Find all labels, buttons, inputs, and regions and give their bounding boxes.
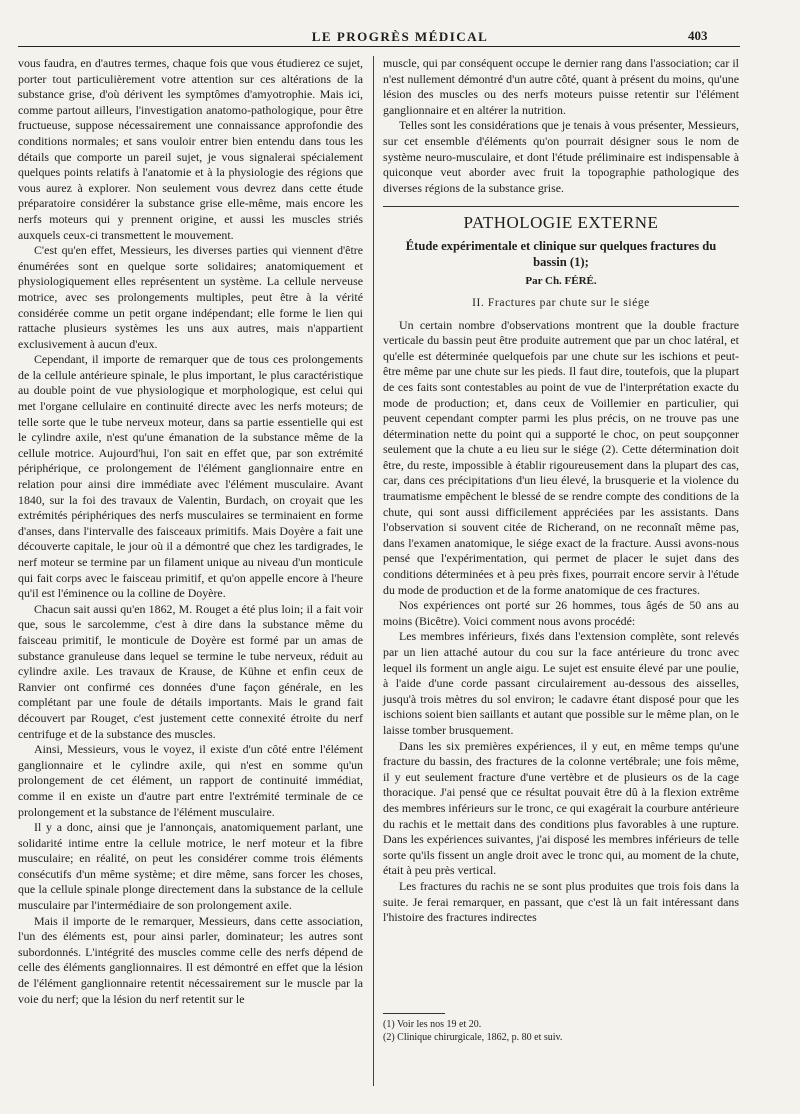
section-rule	[383, 206, 739, 207]
byline: Par Ch. FÉRÉ.	[525, 275, 597, 288]
page-header	[0, 25, 800, 49]
right-continuation: muscle, qui par conséquent occupe le dernier rang dans l'association; car il n'est nullement démontré d'un autre côté, quant à présent du moins, qu'une lésion des muscles ou des nerfs moteurs puisse retentir sur l'élément ganglionnaire et en altérer la nutrition.	[383, 56, 739, 117]
section-title: PATHOLOGIE EXTERNE	[463, 213, 659, 233]
left-paragraph: C'est qu'en effet, Messieurs, les diverses parties qui viennent d'être énumérées sont en quelque sorte solidaires; anatomiquement et physiologiquement elles représentent un système. La cellule nerveuse motrice, avec ses prolongements multiples, peut être à la vérité considérée comme un petit organe indépendant; elle forme le lien qui rattache plusieurs systèmes les uns aux autres, mais n'appartient exclusivement à aucun d'eux.	[18, 243, 363, 351]
article-subhead: II. Fractures par chute sur le siége	[472, 296, 650, 309]
journal-title: LE PROGRÈS MÉDICAL	[311, 29, 489, 44]
left-column	[18, 56, 363, 1096]
left-paragraph: Ainsi, Messieurs, vous le voyez, il existe d'un côté entre l'élément ganglionnaire et le cylindre axile, qui n'est en somme qu'un prolongement de cet élément, un rapport de continuité immédiat, comme il en existe un d'autre part entre l'extrémité terminale de ce prolongement et la substance de l'élément musculaire.	[18, 742, 363, 819]
right-column	[383, 56, 739, 1101]
left-paragraph: Chacun sait aussi qu'en 1862, M. Rouget a été plus loin; il a fait voir que, sous le sarcolemme, c'est à dire dans la substance même du faisceau primitif, le monticule de Doyère est formé par un amas de substance granuleuse dans lequel se termine le tube nerveux, réduit au cylindre axile. Les travaux de Krause, de Kühne et enfin ceux de Ranvier ont confirmé ces données d'une façon générale, en les complétant par une foule de détails importants. Mais le grand fait découvert par Rouget, c'est justement cette connexité étroite du nerf centrifuge et de la substance des muscles.	[18, 601, 363, 741]
article-title: Étude expérimentale et clinique sur quelques fractures du bassin (1);	[405, 239, 717, 269]
right-paragraph: Nos expériences ont porté sur 26 hommes, tous âgés de 50 ans au moins (Bicêtre). Voici comment nous avons procédé:	[383, 598, 739, 628]
right-paragraph: Les fractures du rachis ne se sont plus produites que trois fois dans la suite. Je ferai remarquer, en passant, que c'est là un fait intéressant dans l'histoire des fractures indirectes	[383, 878, 739, 925]
footnote: (2) Clinique chirurgicale, 1862, p. 80 et suiv.	[383, 1032, 563, 1043]
footnotes	[383, 1013, 739, 1044]
right-paragraph: Un certain nombre d'observations montrent que la double fracture verticale du bassin peut être produite autrement que par un choc latéral, et qu'elle est déterminée quelquefois par une chute sur les ischions et peut-être même par une chute sur les pieds. Il faut dire, toutefois, que la plupart de ces faits sont contestables au point de vue de l'interprétation exacte du mode de production; et, dans ceux de Voillemier en particulier, qui peuvent cependant compter parmi les plus précis, on ne trouve pas une détermination nette du point qui a supporté le choc, on peut soupçonner seulement que la chute a eu lieu sur le siége (2). Cette détermination doit être, du reste, impossible à établir rigoureusement dans la plupart des cas, car, dans ces précipitations d'un lieu élevé, la brusquerie et la violence du traumatisme empêchent le blessé de se rendre compte des conditions de la chute, qui sont aussi difficilement appréciées par les assistants. Dans l'observation si souvent citée de Richerand, on ne reconnaît même pas, dans l'examen anatomique, le siége exact de la fracture. Aussi avons-nous pensé que l'expérimentation, qui permet de placer le sujet dans des conditions déterminées et à peu près fixes, pourrait encore servir à l'étude du mode de production et de la forme anatomique de ces fractures.	[383, 317, 739, 597]
left-paragraph: Cependant, il importe de remarquer que de tous ces prolongements de la cellule antérieure spinale, le plus important, le plus caractéristique au double point de vue physiologique et morphologique, est celui qui met l'organe cellulaire en continuité directe avec les nerfs moteurs; de telle sorte que le tube nerveux moteur, dans sa partie essentielle qui est le cylindre axile, n'est qu'une émanation de la substance même de la cellule motrice. Aujourd'hui, l'on sait en effet que, par son extrémité périphérique, ce prolongement de l'élément ganglionnaire entre en relation pour ainsi dire immédiate avec l'élément musculaire. Avant 1840, sur la foi des travaux de Valentin, Burdach, on croyait que les extrémités périphériques des nerfs musculaires se terminaient en forme d'anses, dans l'intervalle des faisceaux primitifs. Mais Doyère a fait une découverte capitale, le jour où il a démontré que chez les tardigrades, le nerf moteur se termine par un filament unique au niveau d'un monticule qui fait corps avec le faisceau primitif, et qu'on appelle encore à l'heure qu'il est l'éminence ou la colline de Doyère.	[18, 352, 363, 601]
page-number: 403	[688, 28, 708, 43]
right-closing-paragraph: Telles sont les considérations que je tenais à vous présenter, Messieurs, sur cet ensemble d'éléments qu'on pourrait désigner sous le nom de système neuro-musculaire, et dont l'étude préliminaire est indispensable à quiconque veut aborder avec fruit la topographie pathologique des diverses régions de la substance grise.	[383, 118, 739, 195]
right-paragraph: Dans les six premières expériences, il y eut, en même temps qu'une fracture du bassin, des fractures de la colonne vertébrale; une fois même, il y eut seulement fracture d'une vertèbre et de plusieurs os de la cage thoracique. J'ai pensé que ce résultat pouvait être dû à la flexion extrême des membres inférieurs sur le tronc, ce qui exagérait la courbure antérieure du rachis et le mettait dans des conditions plus favorables à une rupture. Dans les expériences suivantes, j'ai disposé les membres inférieurs de telle sorte qu'ils fissent un angle droit avec le tronc qui, au moment de la chute, était à peu près vertical.	[383, 738, 739, 878]
header-rule	[18, 46, 740, 47]
right-paragraph: Les membres inférieurs, fixés dans l'extension complète, sont relevés par un lien attaché autour du cou sur la face antérieure du tronc avec lequel ils forment un angle aigu. Le sujet est ensuite élevé par une poulie, à l'aide d'une corde passant circulairement au-dessous des aisselles, jusqu'à trois mètres du sol environ; le cadavre étant disposé pour que les ischions soient bien saillants et autant que possible sur le même plan, on le laisse tomber brusquement.	[383, 629, 739, 737]
column-divider	[373, 56, 374, 1086]
footnote-rule	[383, 1013, 445, 1014]
footnote: (1) Voir les nos 19 et 20.	[383, 1019, 482, 1030]
left-paragraph: vous faudra, en d'autres termes, chaque fois que vous étudierez ce sujet, porter tout particulièrement votre attention sur ces altérations de la substance grise, d'où dérivent les symptômes d'amyotrophie. Mais ici, comme partout ailleurs, l'investigation anatomo-pathologique, pour être fructueuse, suppose nécessairement une connaissance approfondie des conditions normales; et sans vouloir entrer bien entendu dans tous les détails que comporte un pareil sujet, je vous signalerai spécialement quelques points relatifs à l'anatomie et à la physiologie des régions que vous aurez à explorer. Non seulement vous devrez dans cette étude préparatoire considérer la substance grise elle-même, mais encore les nerfs moteurs qui y prennent origine, et aussi les muscles striés auxquels ceux-ci transmettent le mouvement.	[18, 56, 363, 242]
left-paragraph: Il y a donc, ainsi que je l'annonçais, anatomiquement parlant, une solidarité intime entre la cellule motrice, le nerf moteur et la fibre musculaire; en réalité, on peut les considérer comme trois éléments consécutifs d'un même système; et dire même, sans forcer les choses, que la cellule spinale plonge directement dans la substance de la cellule musculaire par l'intermédiaire de son prolongement axile.	[18, 820, 363, 913]
left-paragraph: Mais il importe de le remarquer, Messieurs, dans cette association, l'un des éléments est, pour ainsi parler, dominateur; les autres sont subordonnés. L'intégrité des muscles comme celle des nerfs dépend de celle des éléments ganglionnaires. Il est démontré en effet que la lésion de l'élément ganglionnaire retentit nécessairement sur le muscle par la voie du nerf; que la lésion du nerf retentit sur le	[18, 913, 363, 1006]
